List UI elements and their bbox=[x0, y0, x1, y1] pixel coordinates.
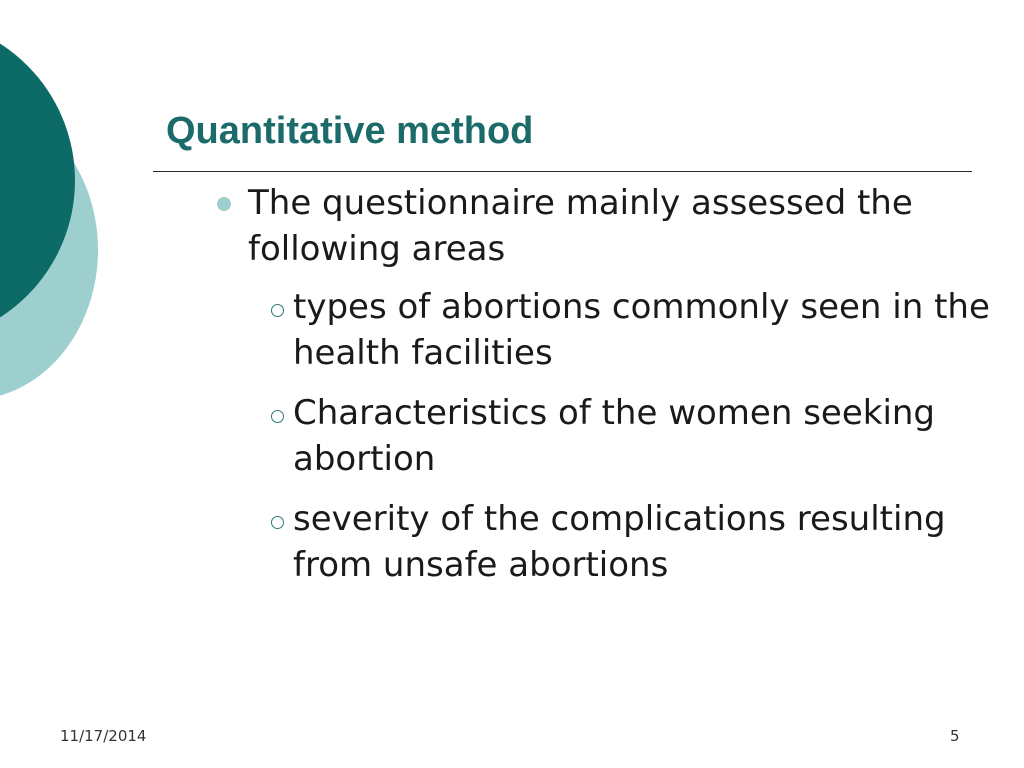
slide-title: Quantitative method bbox=[166, 110, 534, 152]
footer-date: 11/17/2014 bbox=[60, 727, 147, 745]
footer-page-number: 5 bbox=[950, 727, 960, 745]
hollow-circle-bullet-icon bbox=[271, 410, 284, 423]
sub-bullet-types: types of abortions commonly seen in the health facilities bbox=[293, 287, 990, 373]
sub-bullet-severity: severity of the complications resulting from unsafe abortions bbox=[293, 499, 946, 585]
bullet-level1: The questionnaire mainly assessed the following areas bbox=[248, 183, 913, 269]
hollow-circle-bullet-icon bbox=[271, 304, 284, 317]
hollow-circle-bullet-icon bbox=[271, 516, 284, 529]
title-divider bbox=[153, 171, 972, 172]
filled-circle-bullet-icon bbox=[217, 197, 231, 211]
sub-bullet-characteristics: Characteristics of the women seeking abortion bbox=[293, 393, 936, 479]
